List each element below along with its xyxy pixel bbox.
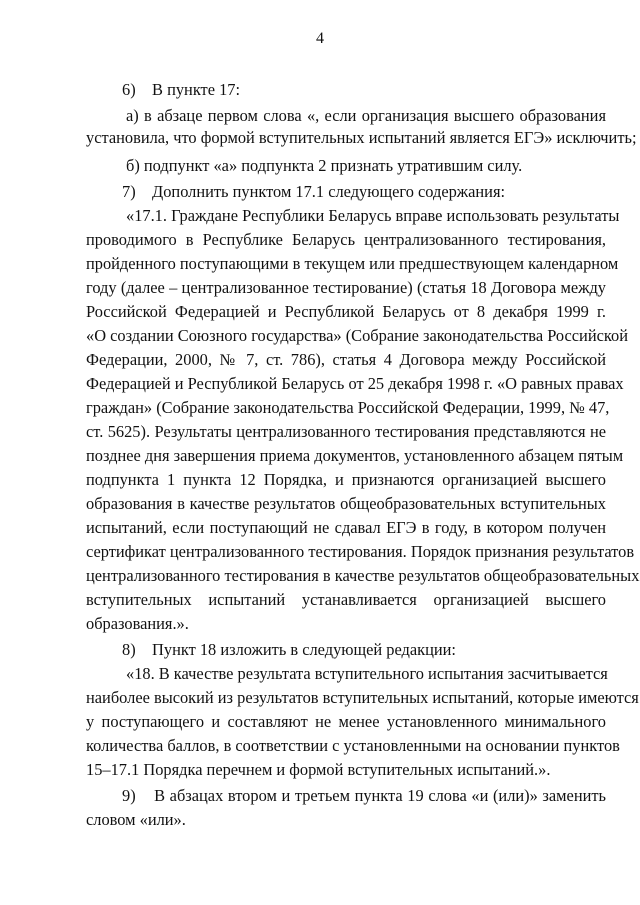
para-line: испытаний, если поступающий не сдавал ЕГЭ в году, в котором получен — [86, 518, 606, 537]
para-line: «17.1. Граждане Республики Беларусь вправе использовать результаты — [126, 206, 620, 225]
para-line: количества баллов, в соответствии с установленными на основании пунктов — [86, 736, 620, 755]
para-line: «О создании Союзного государства» (Собрание законодательства Российской — [86, 326, 628, 345]
para-line: 15–17.1 Порядка перечнем и формой вступительных испытаний.». — [86, 760, 551, 779]
para-line: пройденного поступающими в текущем или предшествующем календарном — [86, 254, 619, 273]
para-line: Российской Федерацией и Республикой Беларусь от 8 декабря 1999 г. — [86, 302, 606, 321]
para-line: подпункта 1 пункта 12 Порядка, и признаются организацией высшего — [86, 470, 606, 489]
para-line: Федерацией и Республикой Беларусь от 25 декабря 1998 г. «О равных правах — [86, 374, 624, 393]
para-line: централизованного тестирования в качестве результатов общеобразовательных — [86, 566, 640, 585]
para-line: проводимого в Республике Беларусь централизованного тестирования, — [86, 230, 606, 249]
para-line: у поступающего и составляют не менее установленного минимального — [86, 712, 606, 731]
para-line: образования.». — [86, 614, 189, 633]
item-8-heading: 8) Пункт 18 изложить в следующей редакции: — [122, 640, 456, 659]
item-9-heading: 9) В абзацах втором и третьем пункта 19 слова «и (или)» заменить — [122, 786, 606, 805]
para-line: установила, что формой вступительных испытаний является ЕГЭ» исключить; — [86, 128, 637, 147]
para-line: Федерации, 2000, № 7, ст. 786), статья 4 Договора между Российской — [86, 350, 606, 369]
para-line: образования в качестве результатов общеобразовательных вступительных — [86, 494, 606, 513]
para-line: сертификат централизованного тестирования. Порядок признания результатов — [86, 542, 635, 561]
para-line: ст. 5625). Результаты централизованного тестирования представляются не — [86, 422, 606, 441]
para-line: году (далее – централизованное тестирование) (статья 18 Договора между — [86, 278, 606, 297]
para-line: граждан» (Собрание законодательства Российской Федерации, 1999, № 47, — [86, 398, 610, 417]
page-number: 4 — [316, 30, 324, 47]
para-line: б) подпункт «а» подпункта 2 признать утратившим силу. — [126, 156, 523, 175]
para-line: а) в абзаце первом слова «, если организация высшего образования — [126, 106, 606, 125]
para-line: словом «или». — [86, 810, 186, 829]
para-line: вступительных испытаний устанавливается организацией высшего — [86, 590, 606, 609]
para-line: «18. В качестве результата вступительного испытания засчитывается — [126, 664, 608, 683]
para-line: позднее дня завершения приема документов, установленного абзацем пятым — [86, 446, 624, 465]
para-line: наиболее высокий из результатов вступительных испытаний, которые имеются — [86, 688, 639, 707]
item-6-heading: 6) В пункте 17: — [122, 80, 241, 99]
item-7-heading: 7) Дополнить пунктом 17.1 следующего содержания: — [122, 182, 506, 201]
